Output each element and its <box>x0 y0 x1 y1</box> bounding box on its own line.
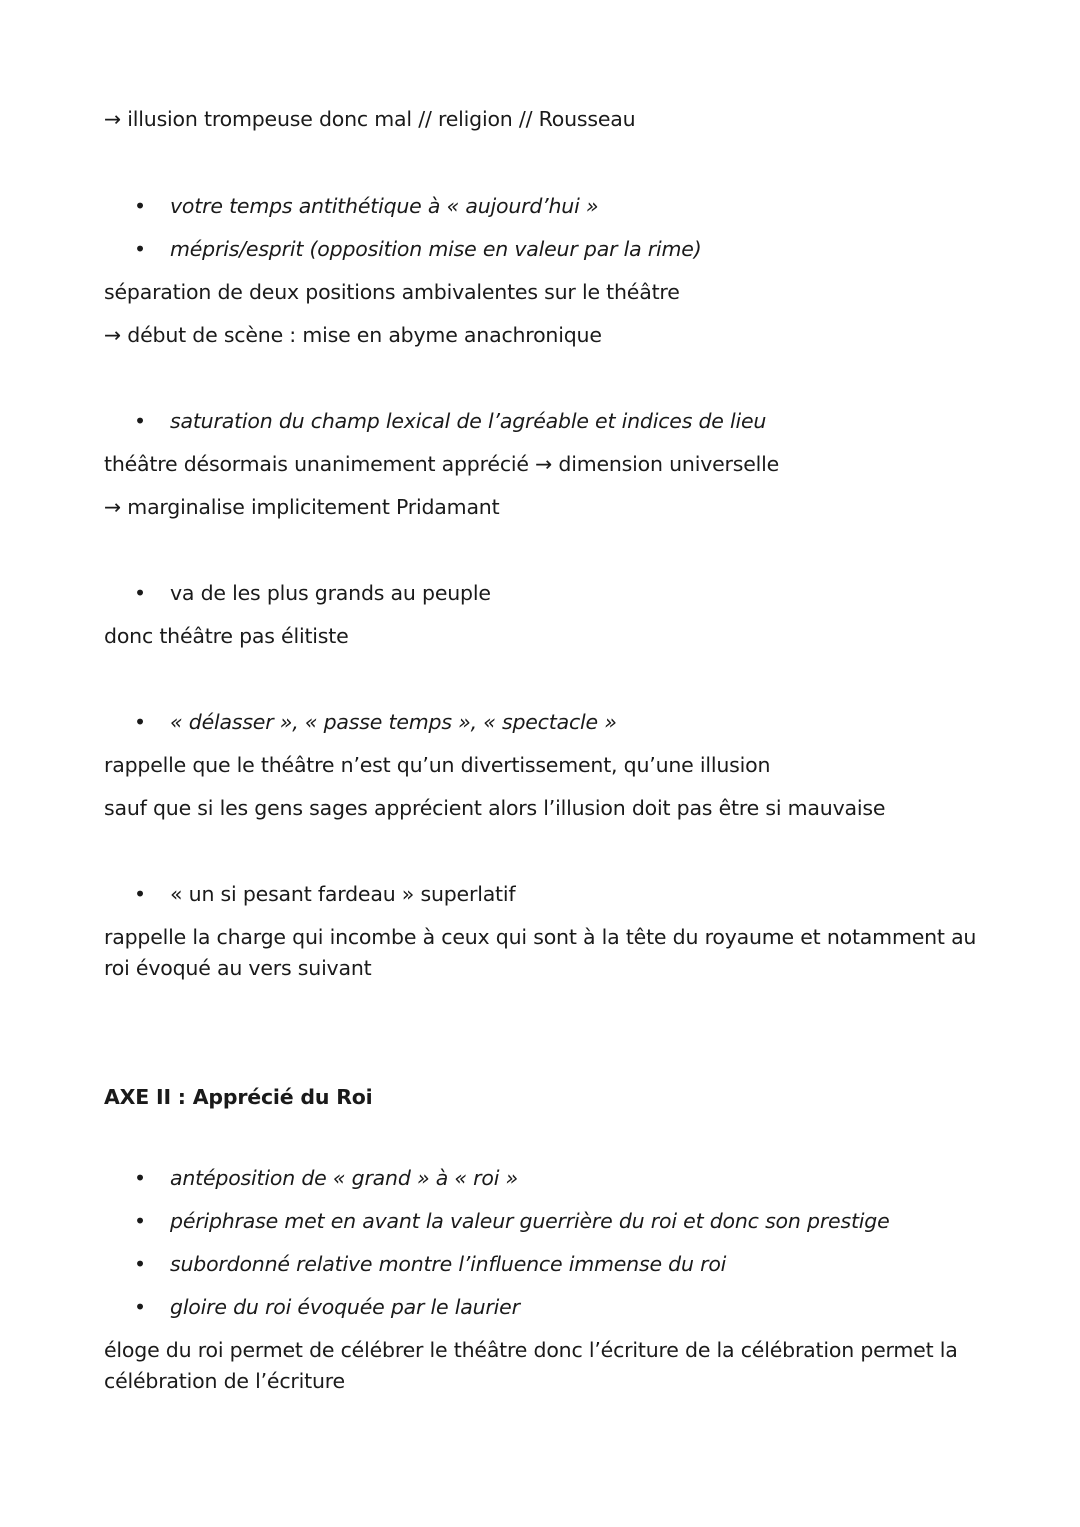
bullet-icon: • <box>134 581 146 605</box>
text-line: → illusion trompeuse donc mal // religion // Rousseau <box>104 107 636 131</box>
bullet-icon: • <box>134 237 146 261</box>
bullet-text: saturation du champ lexical de l’agréable et indices de lieu <box>170 409 767 433</box>
text-line: → début de scène : mise en abyme anachronique <box>104 323 602 347</box>
bullet-text: antéposition de « grand » à « roi » <box>170 1166 519 1190</box>
text-line: sauf que si les gens sages apprécient alors l’illusion doit pas être si mauvaise <box>104 796 886 820</box>
text-line: donc théâtre pas élitiste <box>104 624 349 648</box>
text-line: séparation de deux positions ambivalentes sur le théâtre <box>104 280 680 304</box>
bullet-text: périphrase met en avant la valeur guerrière du roi et donc son prestige <box>170 1209 890 1233</box>
bullet-icon: • <box>134 882 146 906</box>
bullet-icon: • <box>134 1209 146 1233</box>
bullet-icon: • <box>134 1166 146 1190</box>
bullet-text: votre temps antithétique à « aujourd’hui » <box>170 194 599 218</box>
section-heading: AXE II : Apprécié du Roi <box>104 1085 373 1109</box>
bullet-icon: • <box>134 1295 146 1319</box>
text-line: rappelle que le théâtre n’est qu’un divertissement, qu’une illusion <box>104 753 771 777</box>
bullet-text: « un si pesant fardeau » superlatif <box>170 882 516 906</box>
bullet-icon: • <box>134 710 146 734</box>
text-line: théâtre désormais unanimement apprécié → dimension universelle <box>104 452 780 476</box>
text-paragraph: éloge du roi permet de célébrer le théâtre donc l’écriture de la célébration permet la célébration de l’écriture <box>104 1338 958 1393</box>
bullet-text: va de les plus grands au peuple <box>170 581 491 605</box>
bullet-icon: • <box>134 409 146 433</box>
bullet-icon: • <box>134 1252 146 1276</box>
text-line: → marginalise implicitement Pridamant <box>104 495 500 519</box>
bullet-text: subordonné relative montre l’influence immense du roi <box>170 1252 727 1276</box>
bullet-text: gloire du roi évoquée par le laurier <box>170 1295 520 1319</box>
bullet-text: mépris/esprit (opposition mise en valeur par la rime) <box>170 237 702 261</box>
bullet-icon: • <box>134 194 146 218</box>
bullet-text: « délasser », « passe temps », « spectacle » <box>170 710 617 734</box>
text-paragraph: rappelle la charge qui incombe à ceux qui sont à la tête du royaume et notamment au roi évoqué au vers suivant <box>104 925 977 980</box>
